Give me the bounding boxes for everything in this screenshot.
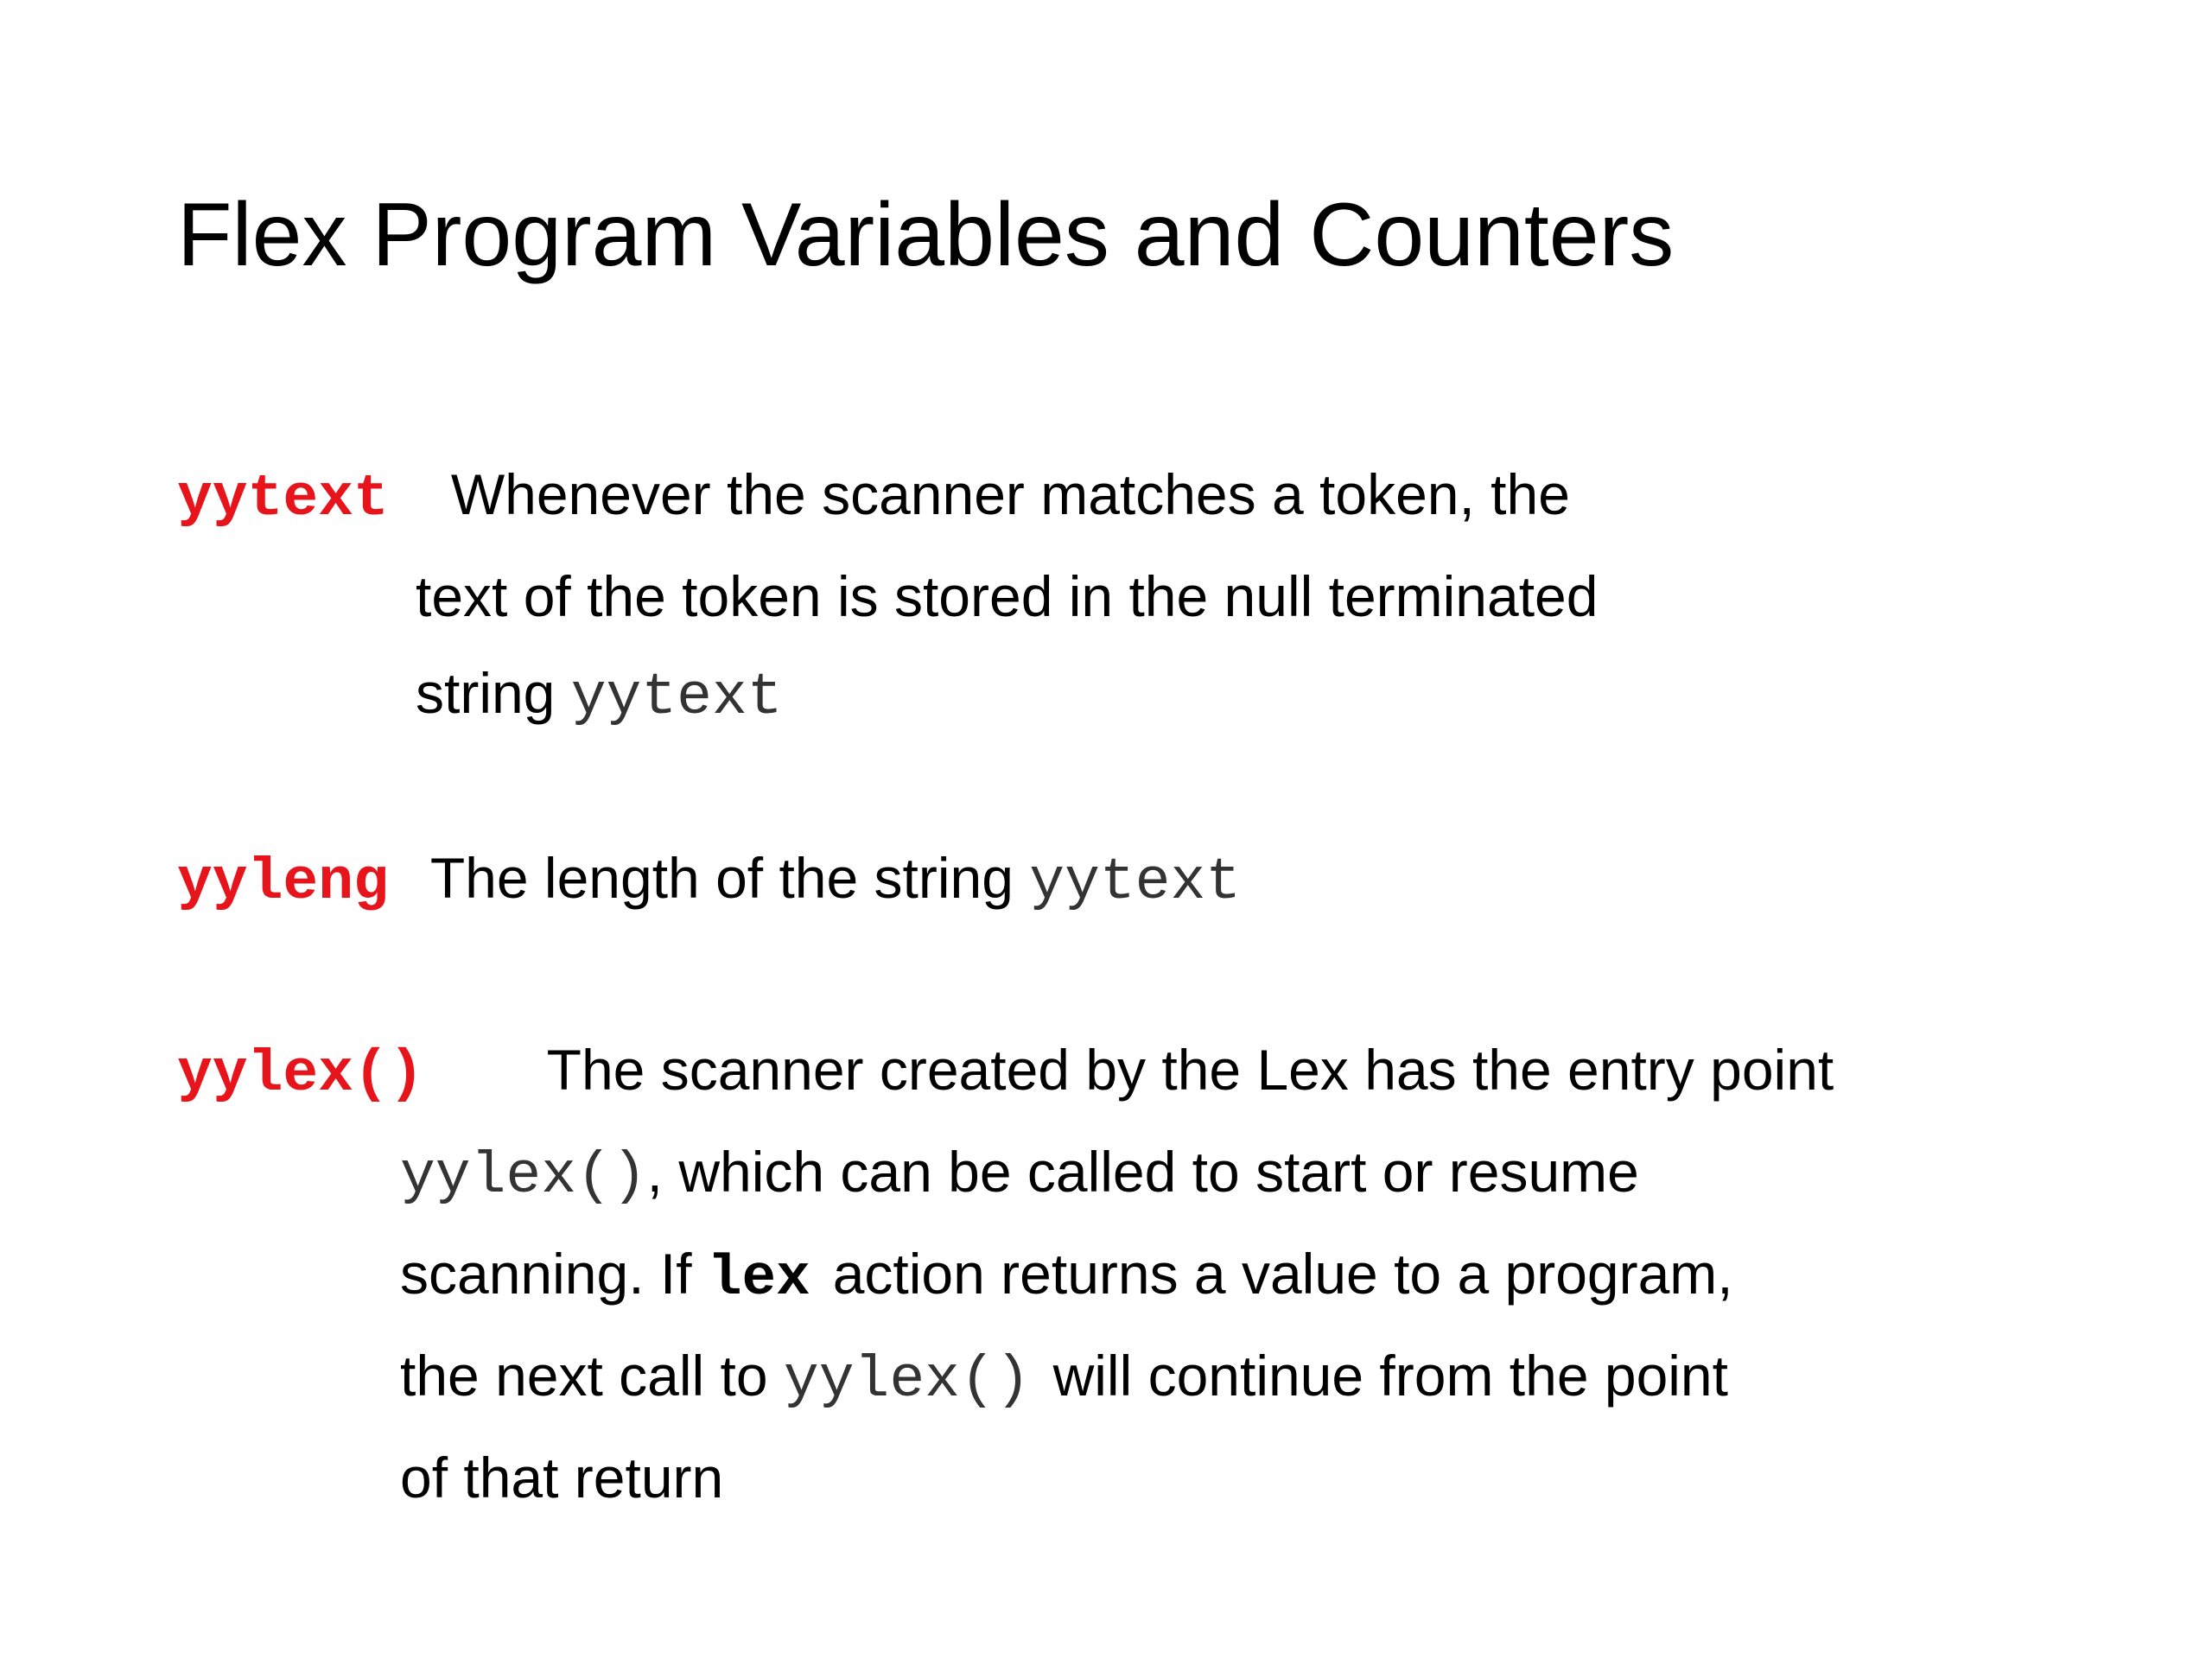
slide-title: Flex Program Variables and Counters [177,185,1675,285]
yyleng-desc: The length of the string [429,846,1030,910]
yylex-term: yylex() [177,1041,424,1108]
yylex-desc-3b: action returns a value to a program, [832,1242,1733,1306]
yytext-desc-1: Whenever the scanner matches a token, the [450,462,1570,526]
yylex-line-4 [177,1327,1834,1429]
yylex-code-1: yylex() [400,1143,647,1210]
yyleng-term: yyleng [177,849,389,916]
yylex-desc-5: of that return [400,1446,724,1510]
yytext-line-3 [177,645,1598,747]
yylex-desc-4b: will continue from the point [1052,1344,1728,1408]
yyleng-line-1 [177,830,1241,931]
yylex-line-2 [177,1123,1834,1225]
yylex-code-2: yylex() [783,1347,1031,1414]
yytext-line-1 [177,446,1598,548]
yylex-definition [177,1021,1834,1526]
yyleng-code: yytext [1029,849,1242,916]
yyleng-definition [177,830,1241,931]
yylex-line-3 [177,1225,1834,1327]
yylex-desc-4a: the next call to [400,1344,784,1408]
yytext-line-2 [177,548,1598,645]
yytext-definition [177,446,1598,747]
yylex-desc-1: The scanner created by the Lex has the entry point [546,1038,1834,1102]
yylex-desc-2: , which can be called to start or resume [646,1140,1639,1204]
yytext-desc-3: string [416,661,571,725]
yytext-term: yytext [177,466,389,532]
yylex-line-1 [177,1021,1834,1123]
yytext-code: yytext [570,664,783,731]
yylex-desc-3a: scanning. If [400,1242,708,1306]
yytext-desc-2: text of the token is stored in the null terminated [416,564,1599,628]
lex-code: lex [707,1246,810,1311]
yylex-line-5 [177,1429,1834,1526]
